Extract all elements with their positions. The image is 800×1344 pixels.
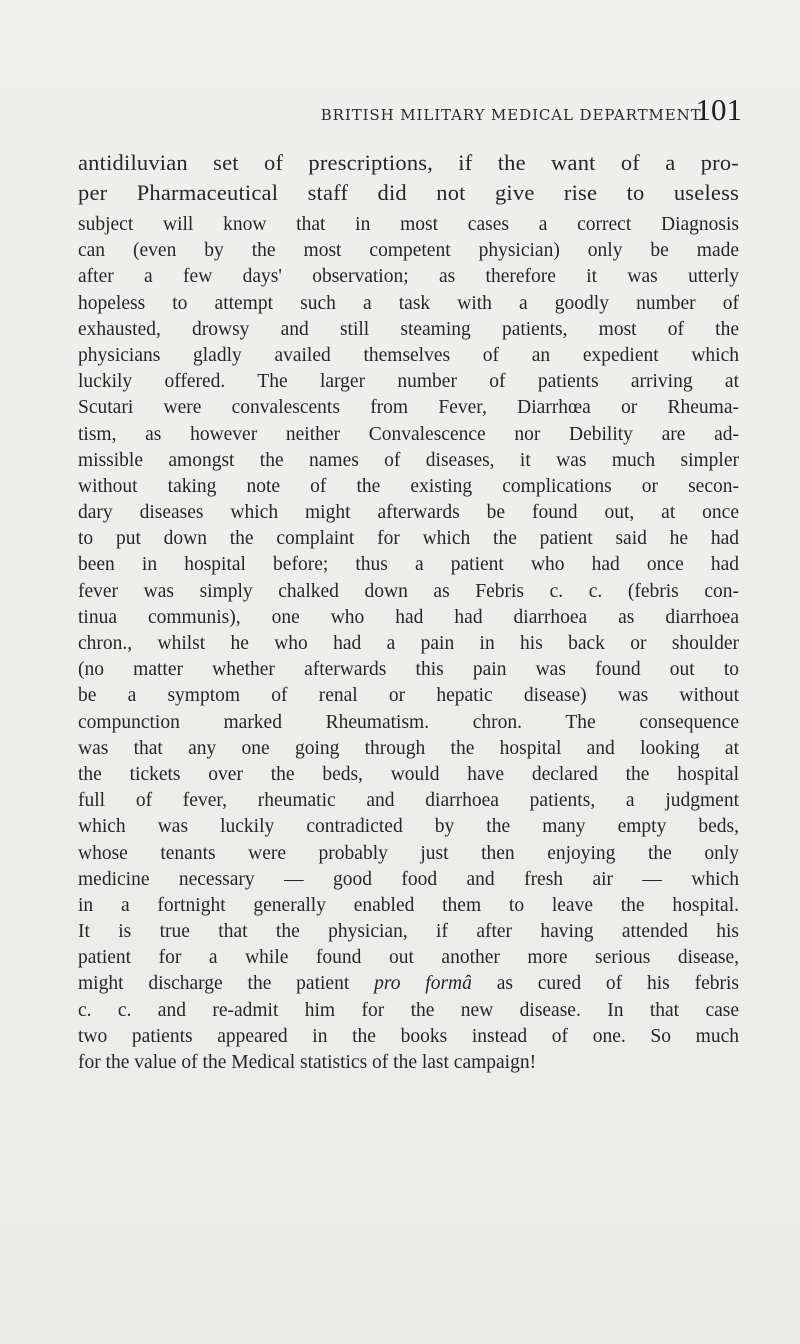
text-line: exhausted, drowsy and still steaming patients, most of the xyxy=(78,318,739,340)
running-title: BRITISH MILITARY MEDICAL DEPARTMENT. xyxy=(320,106,705,124)
text-line: chron., whilst he who had a pain in his back or shoulder xyxy=(78,633,739,654)
text-line: in a fortnight generally enabled them to leave the hospital. xyxy=(78,894,739,916)
text-line: per Pharmaceutical staff did not give rise to useless xyxy=(78,180,739,205)
italic-phrase: pro formâ xyxy=(374,973,472,995)
text-line: been in hospital before; thus a patient who had once had xyxy=(78,554,739,576)
text-line: which was luckily contradicted by the many empty beds, xyxy=(78,816,739,838)
text-line: whose tenants were probably just then enjoying the only xyxy=(78,842,739,864)
text-line: two patients appeared in the books instead of one. So much xyxy=(78,1025,739,1047)
text-line: patient for a while found out another more serious disease, xyxy=(78,947,739,969)
text-line: Scutari were convalescents from Fever, Diarrhœa or Rheuma- xyxy=(78,397,739,419)
text-line: hopeless to attempt such a task with a goodly number of xyxy=(78,292,739,314)
text-line: It is true that the physician, if after having attended his xyxy=(78,921,739,943)
text-line: for the value of the Medical statistics of the last campaign! xyxy=(78,1052,537,1073)
text-line: after a few days' observation; as therefore it was utterly xyxy=(78,266,739,288)
text-line: physicians gladly availed themselves of an expedient which xyxy=(78,344,739,366)
text-line: to put down the complaint for which the patient said he had xyxy=(78,528,739,550)
page-number: 101 xyxy=(695,92,742,127)
text-line: be a symptom of renal or hepatic disease) was without xyxy=(78,685,739,707)
text-line-with-italic xyxy=(78,971,739,997)
text-line: tinua communis), one who had had diarrhoea as diarrhoea xyxy=(78,606,739,628)
text-line: dary diseases which might afterwards be found out, at once xyxy=(78,502,739,524)
text-segment: might discharge the patient xyxy=(78,973,375,995)
text-line: (no matter whether afterwards this pain was found out to xyxy=(78,659,739,681)
text-line: luckily offered. The larger number of patients arriving at xyxy=(78,371,739,393)
text-line: missible amongst the names of diseases, it was much simpler xyxy=(78,449,739,471)
body-paragraph xyxy=(78,148,739,1076)
text-line: compunction marked Rheumatism. chron. The consequence xyxy=(78,711,739,733)
text-line: the tickets over the beds, would have declared the hospital xyxy=(78,763,739,785)
running-head xyxy=(0,92,800,128)
text-line: tism, as however neither Convalescence nor Debility are ad- xyxy=(78,423,739,445)
text-line: subject will know that in most cases a correct Diagnosis xyxy=(78,214,739,235)
text-line: can (even by the most competent physician) only be made xyxy=(78,240,739,262)
text-line: antidiluvian set of prescriptions, if the want of a pro- xyxy=(78,150,739,175)
text-line: was that any one going through the hospital and looking at xyxy=(78,737,739,759)
text-line: fever was simply chalked down as Febris c. c. (febris con- xyxy=(78,580,739,602)
text-line: full of fever, rheumatic and diarrhoea patients, a judgment xyxy=(78,790,739,812)
text-line: c. c. and re-admit him for the new disease. In that case xyxy=(78,999,739,1021)
text-segment: as cured of his febris xyxy=(471,973,739,995)
text-line: without taking note of the existing complications or secon- xyxy=(78,475,739,497)
text-line: medicine necessary — good food and fresh air — which xyxy=(78,868,739,890)
